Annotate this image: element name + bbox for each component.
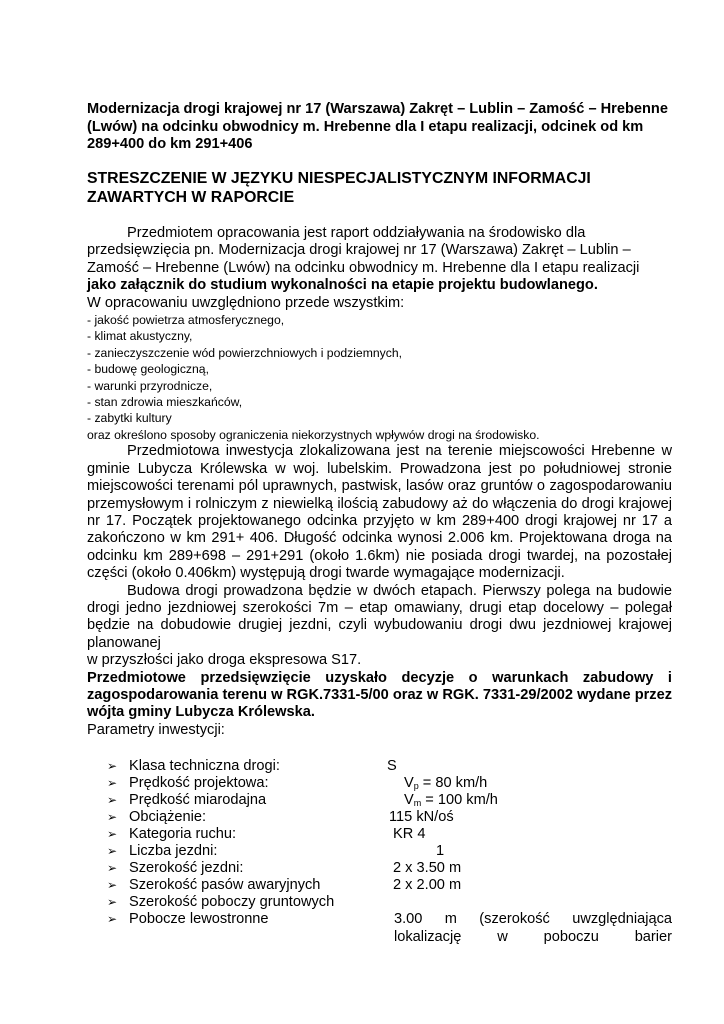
parameter-row — [87, 894, 672, 911]
parameter-row — [87, 877, 672, 894]
parameter-row — [87, 911, 672, 947]
value-subscript: m — [413, 798, 422, 808]
parameters-section — [87, 722, 672, 945]
value-symbol: V — [404, 775, 414, 791]
arrow-bullet-icon: ➢ — [107, 776, 118, 790]
value-text: = 80 km/h — [418, 775, 488, 791]
decision-paragraph: Przedmiotowe przedsięwzięcie uzyskało decyzje o warunkach zabudowy i zagospodarowania terenu w RGK.7331-5/00 oraz w RGK. 7331-29/2002 wydane przez wójta gminy Lubycza Królewska. — [87, 669, 672, 721]
parameter-name: Kategoria ruchu: — [129, 826, 237, 842]
list-item: - zanieczyszczenie wód powierzchniowych i podziemnych, — [87, 345, 402, 360]
value-text: = 100 km/h — [421, 792, 498, 808]
parameter-row — [87, 792, 672, 809]
arrow-bullet-icon: ➢ — [107, 861, 118, 875]
construction-paragraph: Budowa drogi prowadzona będzie w dwóch etapach. Pierwszy polega na budowie drogi jedno jezdniowej szerokości 7m – etap omawiany, drugi etap docelowy – polegał będzie na dobudowie drugiej jezdni, czyli wybudowaniu drogi dwu jezdniowej krajowej planowanej — [87, 582, 672, 651]
parameter-row — [87, 860, 672, 877]
summary-body — [87, 225, 672, 722]
parameter-value: 2 x 3.50 m — [393, 860, 462, 876]
arrow-bullet-icon: ➢ — [107, 912, 118, 926]
parameter-value: 3.00 m (szerokość uwzględniająca lokalizację w poboczu barier — [394, 911, 672, 945]
parameter-row — [87, 809, 672, 826]
parameter-row — [87, 843, 672, 860]
value-subscript: p — [413, 781, 419, 791]
parameter-name: Szerokość poboczy gruntowych — [129, 894, 335, 910]
parameter-name: Klasa techniczna drogi: — [129, 758, 280, 774]
list-item: - budowę geologiczną, — [87, 362, 209, 377]
parameter-name: Prędkość projektowa: — [129, 775, 269, 791]
parameter-value: 2 x 2.00 m — [393, 877, 462, 893]
parameter-value: 1 — [436, 843, 445, 859]
parameters-label: Parametry inwestycji: — [87, 722, 225, 738]
parameter-row — [87, 775, 672, 792]
parameter-value: 115 kN/oś — [389, 809, 454, 825]
list-item: - jakość powietrza atmosferycznego, — [87, 313, 285, 328]
intro-bold-text: jako załącznik do studium wykonalności na etapie projektu budowlanego. — [87, 277, 598, 294]
arrow-bullet-icon: ➢ — [107, 793, 118, 807]
value-symbol: V — [404, 792, 414, 808]
document-title: Modernizacja drogi krajowej nr 17 (Warszawa) Zakręt – Lublin – Zamość – Hrebenne (Lwów) na odcinku obwodnicy m. Hrebenne dla I etapu realizacji, odcinek od km 289+400 do km 291+406 — [87, 101, 668, 152]
arrow-bullet-icon: ➢ — [107, 827, 118, 841]
parameter-name: Szerokość jezdni: — [129, 860, 244, 876]
intro-text: Przedmiotem opracowania jest raport oddziaływania na środowisko dla przedsięwzięcia pn. Modernizacja drogi krajowej nr 17 (Warszawa) Zakręt – Lublin – Zamość – Hrebenne (Lwów) na odcinku obwodnicy m. Hrebenne dla I etapu realizacji — [87, 225, 640, 276]
considered-intro: W opracowaniu uwzględniono przede wszystkim: — [87, 294, 405, 311]
parameter-name: Liczba jezdni: — [129, 843, 218, 859]
considered-list — [87, 312, 672, 427]
location-paragraph: Przedmiotowa inwestycja zlokalizowana jest na terenie miejscowości Hrebenne w gminie Lubycza Królewska w woj. lubelskim. Prowadzona jest po południowej stronie miejscowości terenami pól uprawnych, pastwisk, lasów oraz gruntów o zagospodarowaniu przemysłowym i rolniczym z niewielką ilością zabudowy aż do włączenia do drogi krajowej nr 17. Początek projektowanego odcinka przyjęto w km 289+400 drogi krajowej nr 17 a zakończono w km 291+ 406. Długość odcinka wynosi 2.006 km. Projektowana droga na odcinku km 289+698 – 291+291 (około 1.6km) nie posiada drogi twardej, na pozostałej części (około 0.406km) występują drogi twarde wymagające modernizacji. — [87, 443, 672, 582]
intro-paragraph — [87, 225, 672, 295]
arrow-bullet-icon: ➢ — [107, 895, 118, 909]
arrow-bullet-icon: ➢ — [107, 810, 118, 824]
parameter-name: Obciążenie: — [129, 809, 207, 825]
parameter-name: Prędkość miarodajna — [129, 792, 267, 808]
parameter-name: Szerokość pasów awaryjnych — [129, 877, 321, 893]
parameter-row — [87, 758, 672, 775]
arrow-bullet-icon: ➢ — [107, 844, 118, 858]
parameter-row — [87, 826, 672, 843]
construction-paragraph-end: w przyszłości jako droga ekspresowa S17. — [87, 652, 362, 669]
summary-heading: STRESZCZENIE W JĘZYKU NIESPECJALISTYCZNYM INFORMACJI ZAWARTYCH W RAPORCIE — [87, 170, 591, 206]
parameter-value: S — [387, 758, 397, 774]
considered-outro: oraz określono sposoby ograniczenia niekorzystnych wpływów drogi na środowisko. — [87, 427, 540, 442]
arrow-bullet-icon: ➢ — [107, 878, 118, 892]
parameter-value: KR 4 — [393, 826, 426, 842]
list-item: - klimat akustyczny, — [87, 329, 193, 344]
parameter-name: Pobocze lewostronne — [129, 911, 269, 927]
arrow-bullet-icon: ➢ — [107, 759, 118, 773]
list-item: - warunki przyrodnicze, — [87, 378, 213, 393]
list-item: - stan zdrowia mieszkańców, — [87, 395, 243, 410]
list-item: - zabytki kultury — [87, 411, 172, 426]
